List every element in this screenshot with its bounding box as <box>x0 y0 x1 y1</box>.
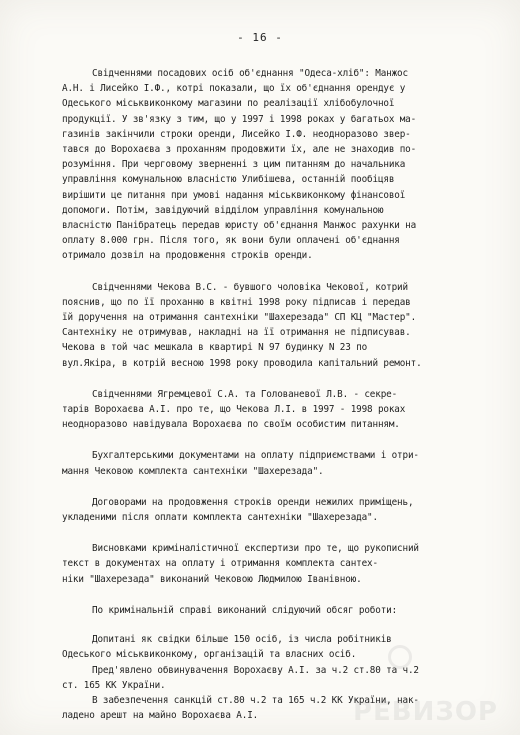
text-line: ст. 165 КК України. <box>62 679 166 691</box>
text-line: А.Н. і Лисейко І.Ф., котрі показали, що їх об'єднання орендує у <box>62 83 406 95</box>
text-line: тався до Ворохаєва з проханням продовжити їх, але не знаходив по- <box>62 144 417 156</box>
paragraph-charges <box>62 663 486 693</box>
text-line: отримало дозвіл на продовження строків оренди. <box>62 250 313 262</box>
paragraph-forensic-conclusions <box>62 541 486 587</box>
paragraph-chekov-testimony <box>62 280 486 371</box>
text-line: газинів закінчили строки оренди, Лисейко І.Ф. неодноразово звер- <box>62 128 411 140</box>
text-line: В забезпечення санкцій ст.80 ч.2 та 165 ч.2 КК України, нак- <box>92 694 419 706</box>
text-line: мання Чековою комплекта сантехніки "Шахерезада". <box>62 465 324 477</box>
text-line: продукції. У зв'язку з тим, що у 1997 і 1998 роках у багатьох ма- <box>62 113 417 125</box>
text-line: тарів Ворохаєва А.І. про те, що Чекова Л.І. в 1997 - 1998 роках <box>62 404 406 416</box>
watermark-logo: РЕВИЗОР <box>352 697 498 727</box>
text-line: Свідченнями Чекова В.С. - бувшого чоловіка Чекової, котрий <box>92 281 408 293</box>
paragraph-work-done-heading <box>62 603 486 618</box>
text-line: Свідченнями посадових осіб об'єднання "Одеса-хліб": Манжос <box>92 68 408 79</box>
text-line: розуміння. При черговому зверненні з цим питанням до начальника <box>62 159 406 171</box>
paragraph-lease-contracts <box>62 495 486 525</box>
text-line: Одеського міськвиконкому магазини по реалізації хлібобулочної <box>62 98 395 110</box>
text-line: Бухгалтерськими документами на оплату підприємствами і отри- <box>92 450 419 462</box>
text-line: вирішити це питання при умові надання міськвиконкому фінансової <box>62 189 406 201</box>
paragraph-odesa-khlib <box>62 66 486 264</box>
text-line: Сантехніку не отримував, накладні на її отримання не підписував. <box>62 327 411 339</box>
text-line: текст в документах на оплату і отримання комплекта сантех- <box>62 558 378 570</box>
text-line: Пред'явлено обвинувачення Ворохаєву А.І. за ч.2 ст.80 та ч.2 <box>92 664 419 676</box>
text-line: Чекова в той час мешкала в квартирі N 97 будинку N 23 по <box>62 342 368 354</box>
text-line: Висновками криміналістичної експертизи про те, що рукописний <box>92 543 419 555</box>
text-line: вул.Якіра, в котрій весною 1998 року проводила капітальний ремонт. <box>62 357 422 369</box>
text-line: оплату 8.000 грн. Після того, як вони були оплачені об'єднання <box>62 235 400 247</box>
text-line: власністю Панібратець передав юристу об'єднання Манжос рахунки на <box>62 220 417 232</box>
text-line: пояснив, що по її проханню в квітні 1998 року підписав і передав <box>62 296 411 308</box>
text-line: допомоги. Потім, завідуючий відділом управління комунальною <box>62 204 384 216</box>
text-line: управління комунальною власністю Улибішева, останній пообіцяв <box>62 174 395 186</box>
text-line: укладеними після оплати комплекта сантехніки "Шахерезада". <box>62 512 378 524</box>
watermark-circle <box>388 645 412 669</box>
text-line: ніки "Шахерезада" виконаний Чековою Людмилою Іванівною. <box>62 573 362 585</box>
paragraph-accounting-docs <box>62 448 486 478</box>
text-line: їй доручення на отримання сантехніки "Шахерезада" СП КЦ "Мастер". <box>62 312 417 324</box>
text-line: ладено арешт на майно Ворохаєва А.І. <box>62 710 259 722</box>
text-line: Допитані як свідки більше 150 осіб, із числа робітників <box>92 634 392 646</box>
text-line: Свідченнями Ягремцевої С.А. та Голованевої Л.В. - секре- <box>92 388 398 400</box>
text-line: неодноразово навідувала Ворохаєва по своїм особистим питанням. <box>62 419 400 431</box>
document-body <box>62 66 486 723</box>
text-line: Одеського міськвиконкому, організацій та власних осіб. <box>62 649 357 661</box>
paragraph-witnesses <box>62 632 486 662</box>
paragraph-secretaries-testimony <box>62 387 486 433</box>
text-line: По кримінальній справі виконаний слідуючий обсяг роботи: <box>92 604 398 616</box>
page-number: - 16 - <box>237 31 283 44</box>
text-line: Договорами на продовження строків оренди нежилих приміщень, <box>92 496 414 508</box>
